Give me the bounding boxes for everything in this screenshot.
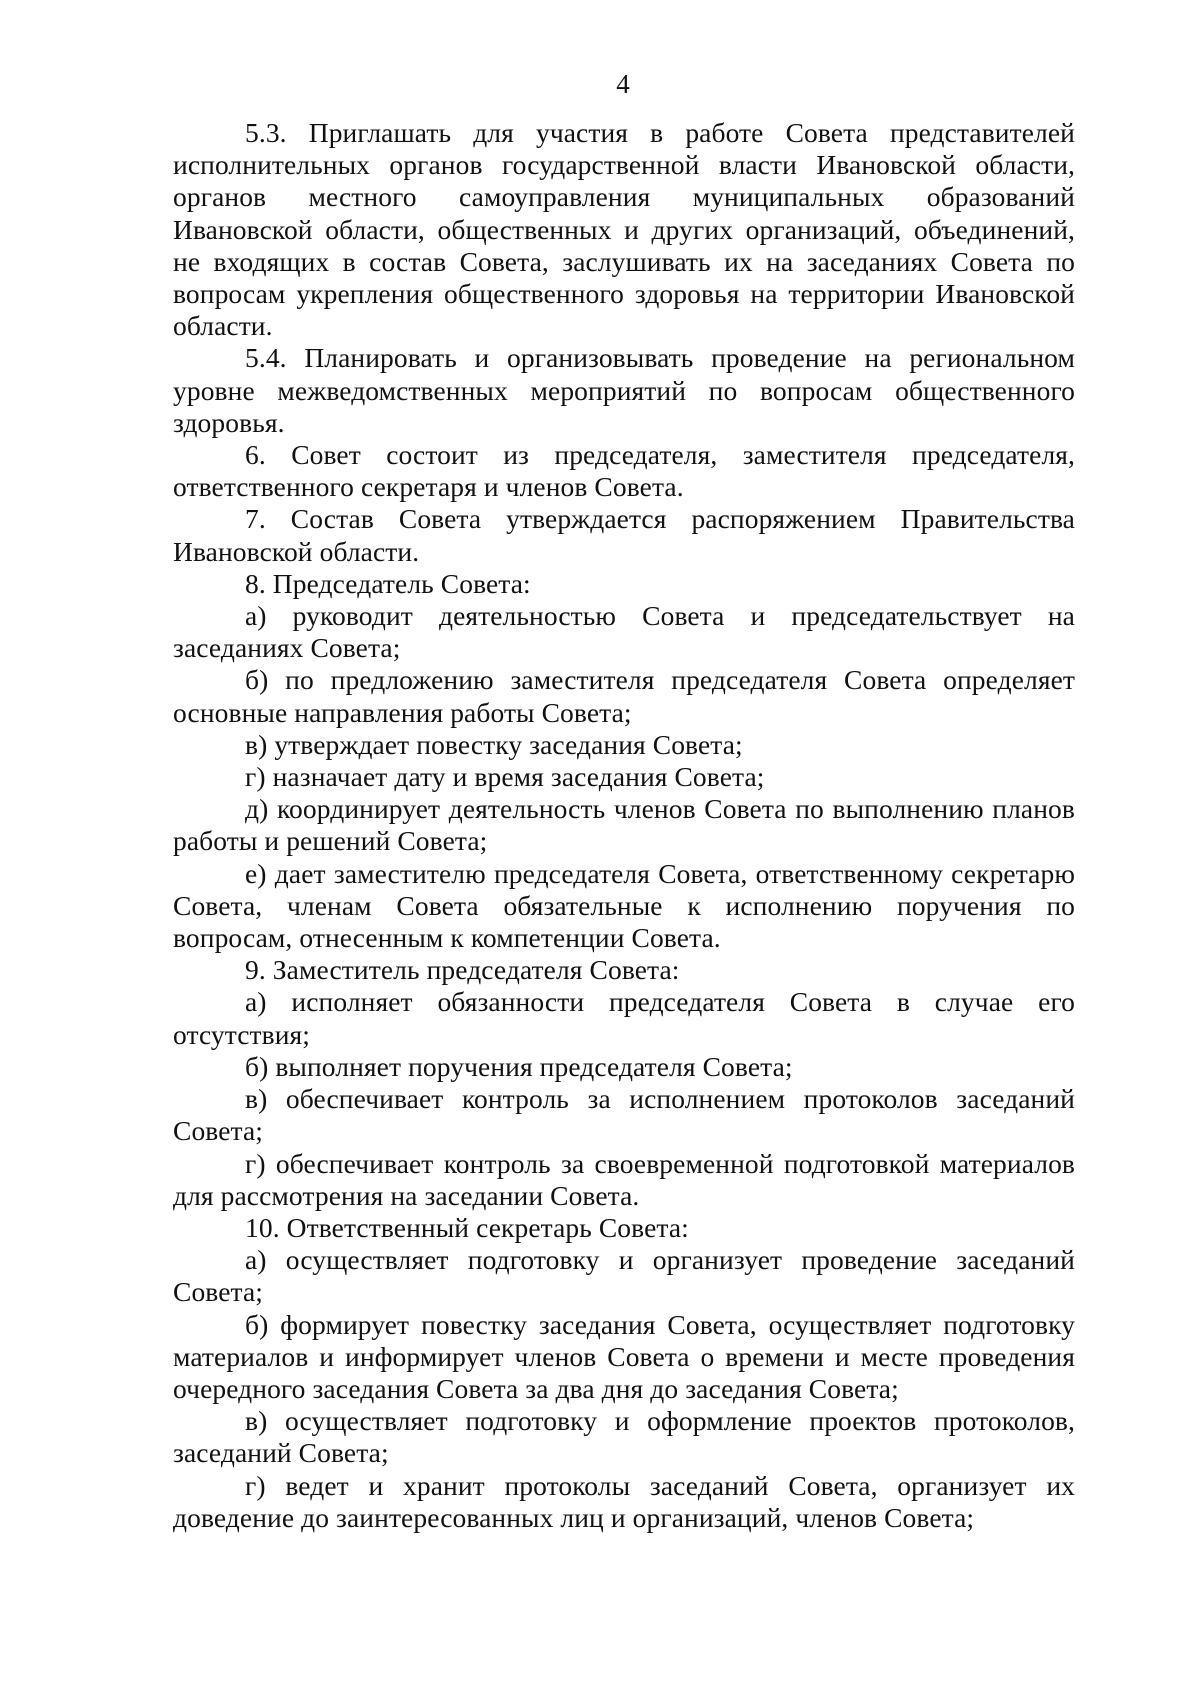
paragraph-8-heading: 8. Председатель Совета: xyxy=(245,567,531,599)
paragraph-10-a: а) осуществляет подготовку и организует проведение заседаний Совета; xyxy=(173,1244,1075,1308)
paragraph-9-b: б) выполняет поручения председателя Совета; xyxy=(245,1050,793,1082)
document-body xyxy=(173,117,1075,1534)
paragraph-10-g: г) ведет и хранит протоколы заседаний Совета, организует их доведение до заинтересованных лиц и организаций, членов Совета; xyxy=(173,1469,1075,1533)
paragraph-9-a: а) исполняет обязанности председателя Совета в случае его отсутствия; xyxy=(173,986,1075,1050)
paragraph-8-v: в) утверждает повестку заседания Совета; xyxy=(245,728,743,760)
paragraph-9-v: в) обеспечивает контроль за исполнением протоколов заседаний Совета; xyxy=(173,1083,1075,1147)
paragraph-6: 6. Совет состоит из председателя, заместителя председателя, ответственного секретаря и членов Совета. xyxy=(173,439,1075,503)
paragraph-10-heading: 10. Ответственный секретарь Совета: xyxy=(245,1211,689,1243)
paragraph-8-d: д) координирует деятельность членов Совета по выполнению планов работы и решений Совета; xyxy=(173,793,1075,857)
paragraph-5-4: 5.4. Планировать и организовывать проведение на региональном уровне межведомственных мероприятий по вопросам общественного здоровья. xyxy=(173,342,1075,438)
paragraph-8-a: а) руководит деятельностью Совета и председательствует на заседаниях Совета; xyxy=(173,600,1075,664)
paragraph-8-e: е) дает заместителю председателя Совета, ответственному секретарю Совета, членам Совета обязательные к исполнению поручения по вопросам, отнесенным к компетенции Совета. xyxy=(173,857,1075,954)
paragraph-5-3: 5.3. Приглашать для участия в работе Совета представителей исполнительных органов государственной власти Ивановской области, органов местного самоуправления муниципальных образований Ивановской области, общественных и других организаций, объединений, не входящих в состав Совета, заслушивать их на заседаниях Совета по вопросам укрепления общественного здоровья на территории Ивановской области. xyxy=(173,117,1075,342)
paragraph-10-b: б) формирует повестку заседания Совета, осуществляет подготовку материалов и информирует членов Совета о времени и месте проведения очередного заседания Совета за два дня до заседания Совета; xyxy=(173,1308,1075,1404)
paragraph-8-b: б) по предложению заместителя председателя Совета определяет основные направления работы Совета; xyxy=(173,664,1075,728)
paragraph-10-v: в) осуществляет подготовку и оформление проектов протоколов, заседаний Совета; xyxy=(173,1405,1075,1469)
paragraph-9-g: г) обеспечивает контроль за своевременной подготовкой материалов для рассмотрения на заседании Совета. xyxy=(173,1147,1075,1211)
page-number: 4 xyxy=(616,69,630,99)
paragraph-9-heading: 9. Заместитель председателя Совета: xyxy=(245,954,680,986)
paragraph-7: 7. Состав Совета утверждается распоряжением Правительства Ивановской области. xyxy=(173,503,1075,567)
paragraph-8-g: г) назначает дату и время заседания Совета; xyxy=(245,761,765,793)
